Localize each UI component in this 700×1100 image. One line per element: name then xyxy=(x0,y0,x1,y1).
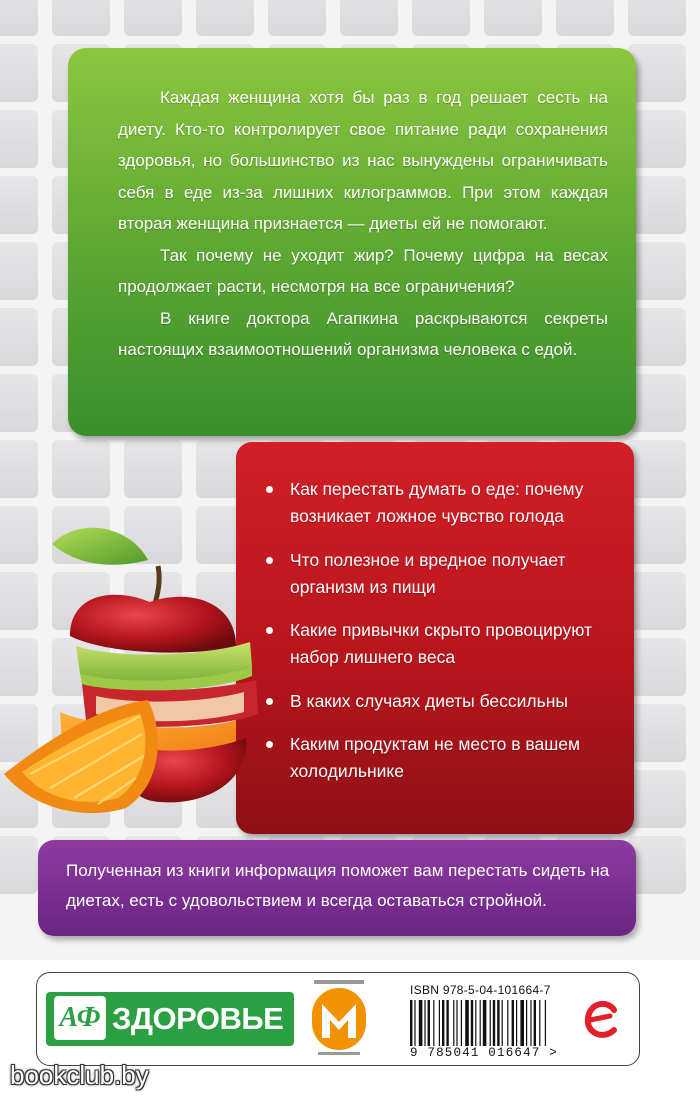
topic-item xyxy=(262,688,612,715)
background-tile xyxy=(556,0,614,36)
topic-item xyxy=(262,476,612,530)
barcode xyxy=(406,1000,562,1046)
background-tile xyxy=(0,176,38,234)
background-tile xyxy=(628,770,686,828)
background-tile xyxy=(628,440,686,498)
topics-list xyxy=(262,476,612,802)
barcode-bar xyxy=(461,1000,462,1046)
intro-paragraph: Каждая женщина хотя бы раз в год решает сесть на диету. Кто-то контролирует свое питание ради сохранения здоровья, но большинство из нас вынуждены ограничивать себя в еде из-за лишних килограммов. При этом каждая вторая женщина признается — диеты ей не помогают. xyxy=(118,88,608,233)
background-tile xyxy=(628,704,686,762)
background-tile xyxy=(0,0,38,36)
topic-text: Как перестать думать о еде: почему возникает ложное чувство голода xyxy=(290,479,584,526)
barcode-bar xyxy=(433,1000,434,1046)
barcode-bar xyxy=(493,1000,495,1046)
background-tile xyxy=(628,242,686,300)
topic-item xyxy=(262,617,612,671)
background-tile xyxy=(124,0,182,36)
background-tile xyxy=(0,836,38,894)
barcode-bar xyxy=(516,1000,517,1046)
background-tile xyxy=(628,374,686,432)
barcode-bar xyxy=(465,1000,469,1046)
series-logo-text: ЗДОРОВЬЕ xyxy=(112,1001,284,1036)
background-tile xyxy=(124,440,182,498)
barcode-bar xyxy=(534,1000,536,1046)
background-tile xyxy=(340,0,398,36)
background-tile xyxy=(196,0,254,36)
barcode-bar xyxy=(439,1000,440,1046)
barcode-bar xyxy=(442,1000,444,1046)
barcode-bar xyxy=(512,1000,514,1046)
summary-panel xyxy=(38,840,636,936)
background-tile xyxy=(628,0,686,36)
topics-panel xyxy=(236,442,634,834)
intro-text xyxy=(118,82,608,366)
barcode-bar xyxy=(453,1000,454,1046)
background-tile xyxy=(628,110,686,168)
intro-paragraph: Так почему не уходит жир? Почему цифра на весах продолжает расти, несмотря на все ограничения? xyxy=(118,245,608,296)
background-tile xyxy=(0,440,38,498)
topic-text: Каким продуктам не место в вашем холодильнике xyxy=(290,734,581,781)
barcode-bar xyxy=(526,1000,527,1046)
intro-panel xyxy=(68,48,636,436)
background-tile xyxy=(0,110,38,168)
topic-text: Какие привычки скрыто провоцируют набор лишнего веса xyxy=(290,620,592,667)
topic-text: Что полезное и вредное получает организм из пищи xyxy=(290,549,566,597)
publisher-m-logo xyxy=(300,978,378,1058)
background-tile xyxy=(0,374,38,432)
barcode-bar xyxy=(410,1000,412,1046)
background-tile xyxy=(628,836,686,894)
barcode-bar xyxy=(424,1000,425,1046)
series-logo-mark: АФ xyxy=(54,996,106,1040)
background-tile xyxy=(52,0,110,36)
intro-paragraph: В книге доктора Агапкина раскрываются секреты настоящих взаимоотношений организма человека с едой. xyxy=(118,308,608,359)
background-tile xyxy=(0,44,38,102)
isbn-label: ISBN 978-5-04-101664-7 xyxy=(410,983,551,997)
barcode-bar xyxy=(490,1000,491,1046)
barcode-bar xyxy=(483,1000,487,1046)
background-tile xyxy=(0,308,38,366)
barcode-bar xyxy=(545,1000,546,1046)
background-tile xyxy=(268,0,326,36)
barcode-bar xyxy=(507,1000,508,1046)
background-tile xyxy=(628,176,686,234)
barcode-bar xyxy=(419,1000,423,1046)
barcode-bar xyxy=(497,1000,499,1046)
watermark-text: bookclub.by xyxy=(10,1060,149,1090)
background-tile xyxy=(412,0,470,36)
barcode-bar xyxy=(414,1000,415,1046)
barcode-bar xyxy=(475,1000,476,1046)
barcode-bar xyxy=(539,1000,540,1046)
barcode-bar xyxy=(456,1000,457,1046)
background-tile xyxy=(628,572,686,630)
barcode-digits: 9 785041 016647 > xyxy=(410,1046,558,1060)
topic-text: В каких случаях диеты бессильны xyxy=(290,690,569,711)
background-tile xyxy=(628,308,686,366)
bullet-icon xyxy=(266,486,273,493)
barcode-bar xyxy=(428,1000,430,1046)
background-tile xyxy=(0,242,38,300)
barcode-bar xyxy=(480,1000,481,1046)
eksmo-logo xyxy=(580,996,624,1042)
summary-text: Полученная из книги информация поможет вам перестать сидеть на диетах, есть с удовольствием и всегда оставаться стройной. xyxy=(66,861,610,910)
fruit-stack-image xyxy=(0,516,270,826)
barcode-bar xyxy=(530,1000,531,1046)
topic-item xyxy=(262,731,612,785)
topic-item xyxy=(262,547,612,601)
barcode-bar xyxy=(471,1000,473,1046)
barcode-bar xyxy=(446,1000,448,1046)
barcode-bar xyxy=(502,1000,503,1046)
background-tile xyxy=(628,638,686,696)
background-tile xyxy=(628,506,686,564)
background-tile xyxy=(628,44,686,102)
barcode-bar xyxy=(520,1000,524,1046)
background-tile xyxy=(52,440,110,498)
background-tile xyxy=(484,0,542,36)
series-logo xyxy=(46,992,294,1046)
